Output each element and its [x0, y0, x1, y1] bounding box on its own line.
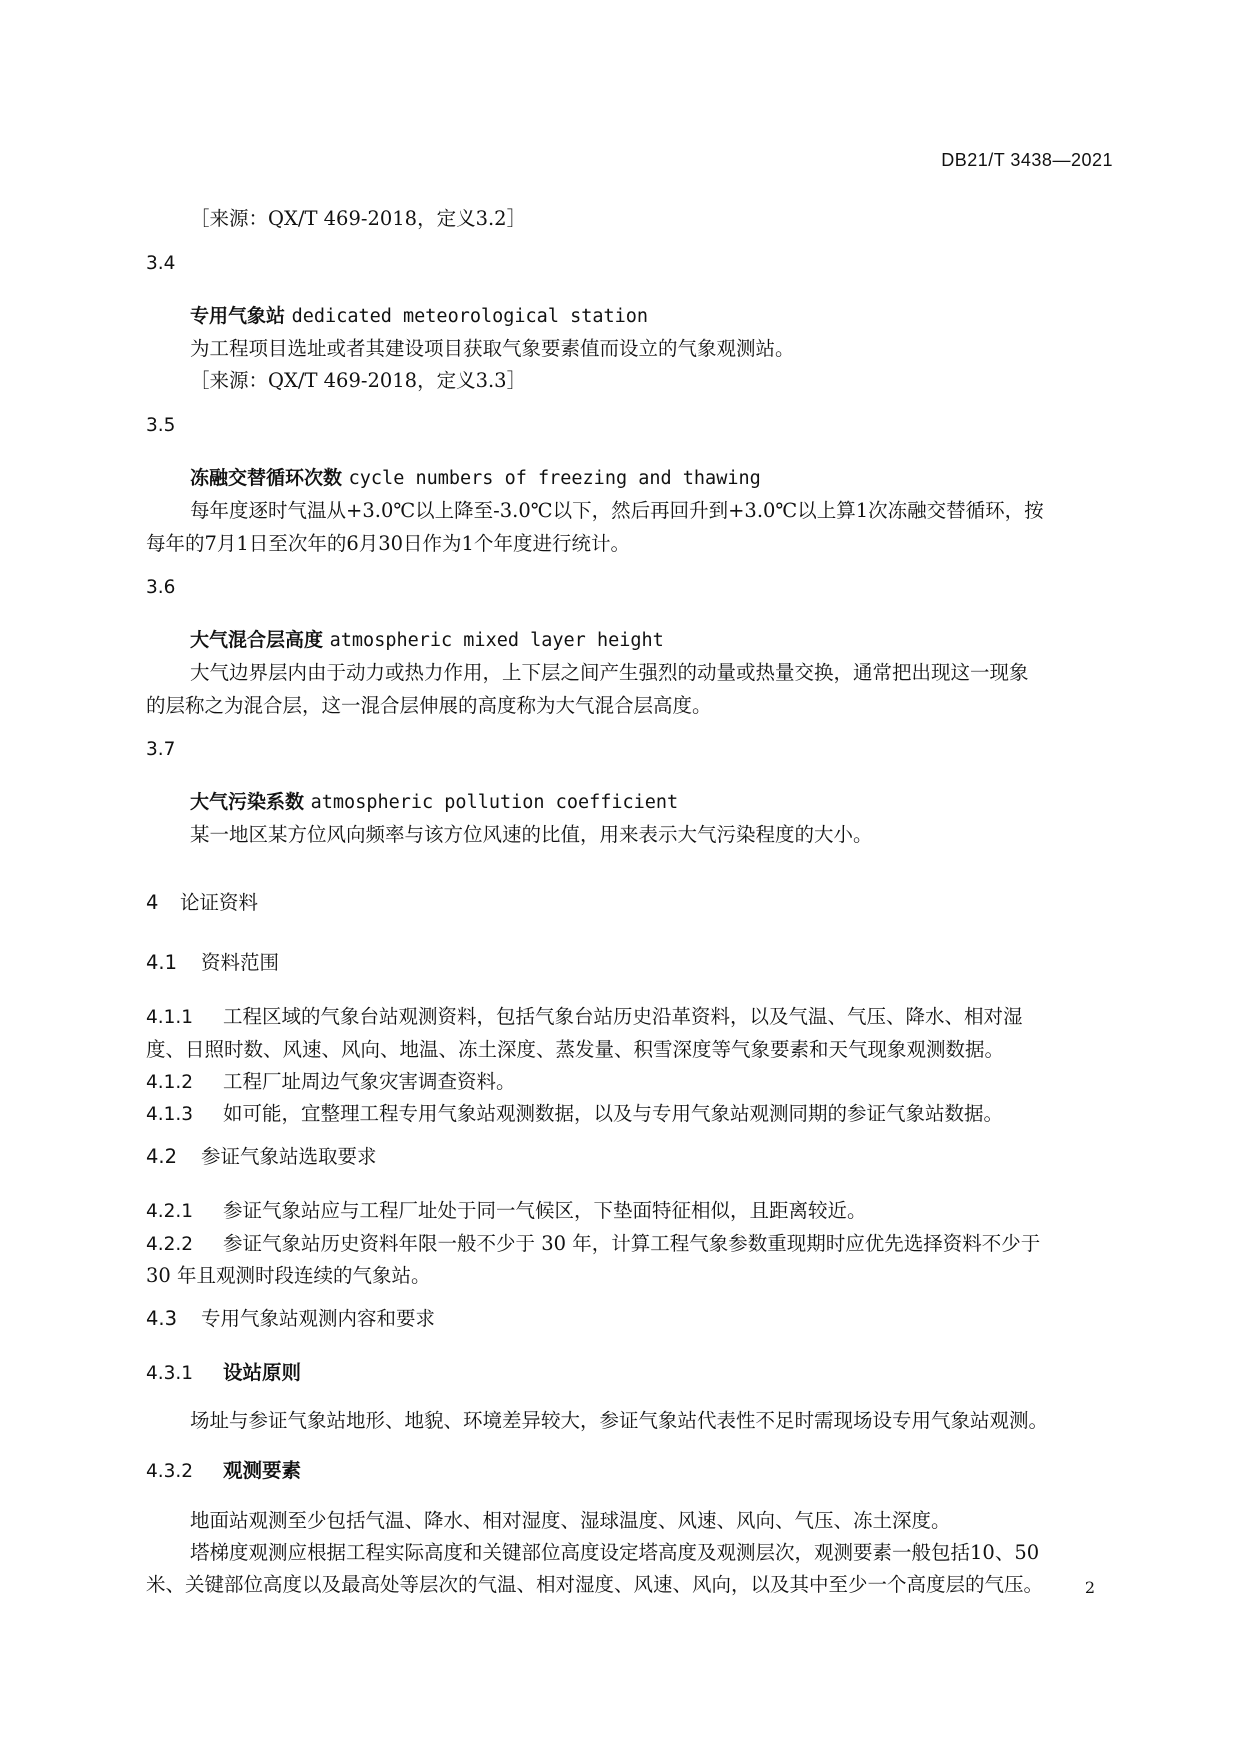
clause-4-2-2-line2: 30 年且观测时段连续的气象站。: [146, 1264, 431, 1287]
definition-3-5-line1: 每年度逐时气温从+3.0℃以上降至-3.0℃以下，然后再回升到+3.0℃以上算1次冻融交替循环，按: [190, 499, 1044, 522]
definition-3-4: 为工程项目选址或者其建设项目获取气象要素值而设立的气象观测站。: [190, 337, 795, 360]
clause-text: 如可能，宜整理工程专用气象站观测数据，以及与专用气象站观测同期的参证气象站数据。: [223, 1102, 1004, 1125]
clause-text: 工程厂址周边气象灾害调查资料。: [223, 1070, 516, 1093]
section-title: 专用气象站观测内容和要求: [201, 1307, 436, 1330]
chapter-number: 4: [146, 891, 159, 914]
term-en: dedicated meteorological station: [291, 306, 649, 327]
chapter-heading-4: [146, 887, 258, 915]
clause-4-3-1-text: 场址与参证气象站地形、地貌、环境差异较大，参证气象站代表性不足时需现场设专用气象站观测。: [190, 1409, 1049, 1432]
clause-text: 工程区域的气象台站观测资料，包括气象台站历史沿革资料，以及气温、气压、降水、相对湿: [223, 1005, 1023, 1028]
term-cn: 冻融交替循环次数: [190, 467, 343, 489]
clause-4-1-3: [146, 1098, 1003, 1126]
clause-4-3-2-para2-line2: 米、关键部位高度以及最高处等层次的气温、相对湿度、风速、风向，以及其中至少一个高度层的气压。: [146, 1573, 1044, 1596]
subsection-heading-4-3-1: [146, 1357, 301, 1385]
subsection-title: 设站原则: [223, 1361, 302, 1384]
term-cn: 大气混合层高度: [190, 629, 324, 651]
section-number-3-5: 3.5: [146, 415, 176, 436]
section-heading-4-3: [146, 1303, 435, 1331]
term-en: cycle numbers of freezing and thawing: [348, 468, 761, 489]
term-3-4: [190, 301, 648, 328]
section-number: 4.1: [146, 951, 178, 974]
section-heading-4-1: [146, 947, 279, 975]
section-number-3-4: 3.4: [146, 253, 176, 274]
term-3-7: [190, 787, 678, 814]
term-3-6: [190, 625, 664, 652]
definition-3-6-line1: 大气边界层内由于动力或热力作用，上下层之间产生强烈的动量或热量交换，通常把出现这一现象: [190, 661, 1029, 684]
clause-4-1-1-line2: 度、日照时数、风速、风向、地温、冻土深度、蒸发量、积雪深度等气象要素和天气现象观测数据。: [146, 1038, 1005, 1061]
clause-4-2-1: [146, 1195, 867, 1223]
term-cn: 专用气象站: [190, 305, 286, 327]
section-number-3-6: 3.6: [146, 577, 176, 598]
definition-3-5-line2: 每年的7月1日至次年的6月30日作为1个年度进行统计。: [146, 532, 630, 555]
section-title: 参证气象站选取要求: [201, 1145, 377, 1168]
term-en: atmospheric mixed layer height: [329, 630, 664, 651]
subsection-heading-4-3-2: [146, 1455, 301, 1483]
section-title: 资料范围: [201, 951, 280, 974]
clause-text: 参证气象站应与工程厂址处于同一气候区，下垫面特征相似，且距离较近。: [223, 1199, 867, 1222]
term-3-5: [190, 463, 761, 490]
clause-4-2-2-line1: [146, 1228, 1040, 1256]
clause-number: 4.2.1: [146, 1201, 194, 1222]
doc-code-header: DB21/T 3438—2021: [941, 150, 1113, 170]
source-note-3-2: ［来源：QX/T 469-2018，定义3.2］: [190, 207, 527, 230]
subsection-number: 4.3.1: [146, 1363, 194, 1384]
clause-number: 4.1.2: [146, 1072, 194, 1093]
clause-text: 参证气象站历史资料年限一般不少于 30 年，计算工程气象参数重现期时应优先选择资料不少于: [223, 1232, 1041, 1255]
chapter-title: 论证资料: [180, 891, 259, 914]
clause-4-1-2: [146, 1066, 516, 1094]
clause-4-3-2-para1: 地面站观测至少包括气温、降水、相对湿度、湿球温度、风速、风向、气压、冻土深度。: [190, 1509, 951, 1532]
clause-number: 4.1.1: [146, 1007, 194, 1028]
term-cn: 大气污染系数: [190, 791, 305, 813]
page-number: 2: [1084, 1578, 1095, 1597]
definition-3-7: 某一地区某方位风向频率与该方位风速的比值，用来表示大气污染程度的大小。: [190, 823, 873, 846]
subsection-number: 4.3.2: [146, 1461, 194, 1482]
source-note-3-3: ［来源：QX/T 469-2018，定义3.3］: [190, 369, 527, 392]
clause-number: 4.1.3: [146, 1104, 194, 1125]
subsection-title: 观测要素: [223, 1459, 302, 1482]
section-number: 4.3: [146, 1307, 178, 1330]
term-en: atmospheric pollution coefficient: [310, 792, 679, 813]
section-number-3-7: 3.7: [146, 739, 176, 760]
clause-4-3-2-para2-line1: 塔梯度观测应根据工程实际高度和关键部位高度设定塔高度及观测层次，观测要素一般包括10、50: [190, 1541, 1040, 1564]
section-heading-4-2: [146, 1141, 377, 1169]
clause-number: 4.2.2: [146, 1234, 194, 1255]
definition-3-6-line2: 的层称之为混合层，这一混合层伸展的高度称为大气混合层高度。: [146, 694, 712, 717]
section-number: 4.2: [146, 1145, 178, 1168]
clause-4-1-1-line1: [146, 1001, 1023, 1029]
